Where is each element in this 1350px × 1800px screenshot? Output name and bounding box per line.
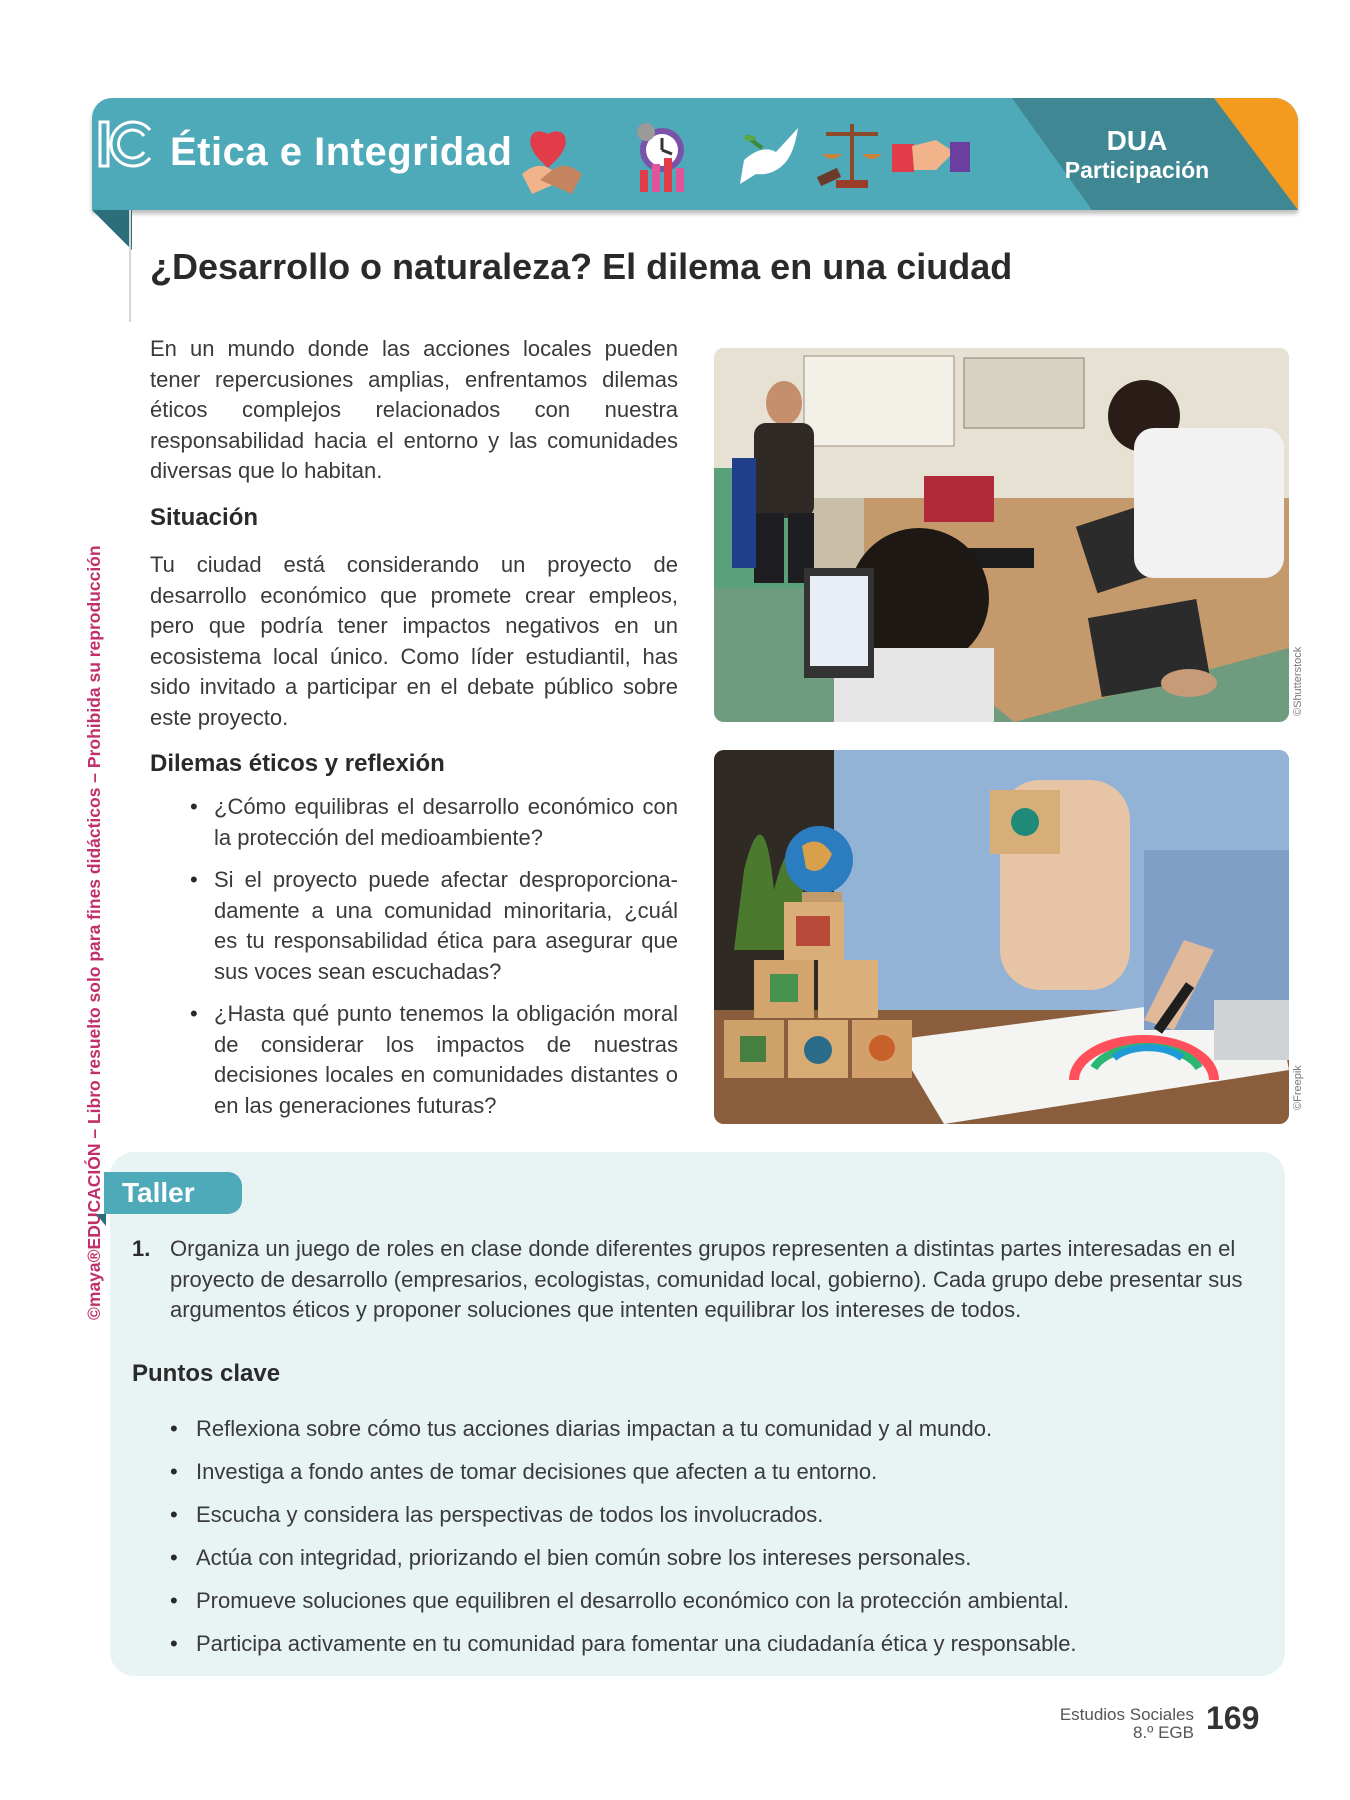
puntos-clave-heading: Puntos clave bbox=[132, 1360, 281, 1387]
list-item: • Escucha y considera las perspectivas de todos los involucrados. bbox=[132, 1500, 1252, 1531]
dove-icon bbox=[740, 128, 798, 184]
page-number: 169 bbox=[1206, 1700, 1260, 1736]
header-banner bbox=[92, 98, 1298, 210]
heart-hands-icon bbox=[522, 131, 582, 194]
puntos-clave-list bbox=[132, 1414, 1252, 1672]
header-icons bbox=[512, 114, 972, 204]
dilemas-list bbox=[150, 792, 678, 1133]
side-copyright: ©maya®EDUCACIÓN – Libro resuelto solo para fines didácticos – Prohibida su reproducción bbox=[84, 545, 104, 1320]
divider bbox=[129, 210, 131, 322]
footer-subject bbox=[1010, 1706, 1194, 1742]
list-item: • Promueve soluciones que equilibren el desarrollo económico con la protección ambiental. bbox=[132, 1586, 1252, 1617]
list-item: • Participa activamente en tu comunidad para fomentar una ciudadanía ética y responsable. bbox=[132, 1629, 1252, 1660]
intro-paragraph: En un mundo donde las acciones locales pueden tener repercusiones amplias, enfrentamos dilemas éticos complejos relacionados con nuestra responsabilidad hacia el entorno y las comunidades diversas que lo habitan. bbox=[150, 336, 678, 483]
clock-chart-icon bbox=[637, 123, 684, 192]
photo-credit: ©Shutterstock bbox=[1292, 646, 1304, 716]
footer-subject-name: Estudios Sociales bbox=[1059, 1705, 1194, 1724]
list-item: • Investiga a fondo antes de tomar decisiones que afecten a tu entorno. bbox=[132, 1457, 1252, 1488]
photo-credit: ©Freepik bbox=[1292, 1065, 1304, 1110]
taller-label: Taller bbox=[104, 1172, 242, 1214]
list-item: • Actúa con integridad, priorizando el bien común sobre los intereses personales. bbox=[132, 1543, 1252, 1574]
footer-grade: 8.º EGB bbox=[1132, 1723, 1194, 1742]
page-title: ¿Desarrollo o naturaleza? El dilema en una ciudad bbox=[150, 246, 1013, 287]
section-title: Ética e Integridad bbox=[170, 130, 513, 174]
classroom-photo bbox=[714, 348, 1289, 722]
situacion-heading: Situación bbox=[150, 504, 259, 531]
list-item: • ¿Cómo equilibras el desarrollo económico con la protección del medioambiente? bbox=[150, 792, 678, 853]
list-item: • Si el proyecto puede afectar desproporcionadamente a una comunidad minoritaria, ¿cuál es tu responsabilidad ética para asegurar que sus voces sean escuchadas? bbox=[150, 865, 678, 987]
handshake-icon bbox=[892, 140, 970, 172]
scales-gavel-icon bbox=[817, 124, 882, 188]
ic-logo-icon bbox=[94, 112, 158, 176]
dilemas-heading: Dilemas éticos y reflexión bbox=[150, 750, 445, 777]
task-text: Organiza un juego de roles en clase donde diferentes grupos representen a distintas partes interesadas en el proyecto de desarrollo (empresarios, ecologistas, comunidad local, gobierno). Cada grupo debe presentar sus argumentos éticos y proponer soluciones que intenten equilibrar los intereses de todos. bbox=[170, 1236, 1243, 1322]
dua-label: DUA bbox=[1106, 125, 1168, 156]
dua-badge bbox=[1017, 126, 1257, 184]
list-item: • Reflexiona sobre cómo tus acciones diarias impactan a tu comunidad y al mundo. bbox=[132, 1414, 1252, 1445]
sustainability-cubes-photo bbox=[714, 750, 1289, 1124]
banner-fold bbox=[92, 210, 132, 250]
list-item: • ¿Hasta qué punto tenemos la obligación moral de considerar los impactos de nuestras decisiones locales en comunidades distantes o en las generaciones futuras? bbox=[150, 999, 678, 1121]
task-number: 1. bbox=[132, 1236, 151, 1261]
situacion-paragraph: Tu ciudad está considerando un proyecto de desarrollo económico que promete crear empleos, pero que podría tener impactos negativos en un ecosistema local único. Como líder estudiantil, has sido invitado a participar en el debate público sobre este proyecto. bbox=[150, 552, 678, 730]
dua-sublabel: Participación bbox=[1064, 157, 1210, 183]
